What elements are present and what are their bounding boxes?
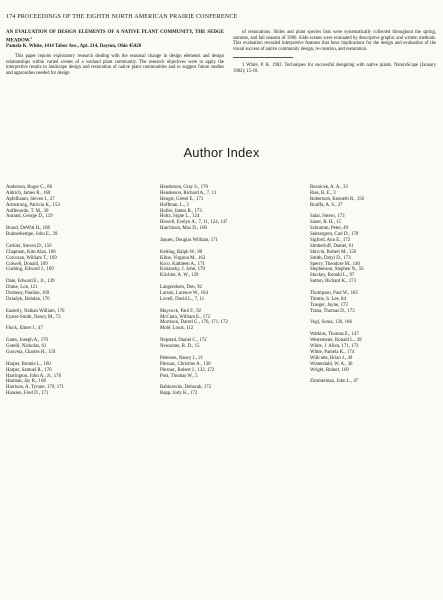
index-entry: Krstansky, J. John, 170 (160, 267, 205, 273)
index-entry: Finck, Elmer J., 47 (6, 326, 43, 332)
index-entry: Hutchison, Max D., 168 (160, 226, 207, 232)
index-entry: Petersen, Nancy J., 21 (160, 355, 204, 361)
index-entry: Sauer, R. H., 15 (310, 220, 341, 226)
index-entry: Dale, Edward E., Jr., 139 (6, 279, 55, 285)
index-entry: Sutton, Richard K., 173 (310, 279, 357, 285)
index-entry: Auffenorde, T. M., 30 (6, 208, 49, 214)
index-entry: Easterly, Nathan William, 170 (6, 308, 65, 314)
index-entry: Gouveia, Charles H., 159 (6, 349, 56, 355)
index-entry: Maycock, Paul F., 92 (160, 308, 202, 314)
index-entry: Ries, R. E., 3 (310, 190, 336, 196)
index-column-3 (310, 185, 364, 385)
index-entry: Sigford, Ann E., 172 (310, 238, 351, 244)
index-entry: Seitzergren, Carl D., 170 (310, 232, 359, 238)
article-title-text: AN EVALUATION OF DESIGN ELEMENTS OF A NATIVE PLANT COMMUNITY, THE SEDGE MEADOW. (6, 30, 224, 44)
index-entry: Harper, Samuel R., 170 (6, 367, 52, 373)
index-entry: White, J. Allen, 171, 173 (310, 344, 359, 350)
index-entry: Robertson, Kenneth R., 156 (310, 196, 365, 202)
index-entry: Harman, Jay R., 168 (6, 379, 46, 385)
index-entry: Eyster-Smith, Nancy M., 73 (6, 314, 61, 320)
index-entry: Corcoran, William T., 169 (6, 255, 57, 261)
index-entry: Hengst, Gretel E., 171 (160, 196, 204, 202)
index-title: Author Index (183, 145, 260, 160)
index-entry: Carkler, Steven D., 156 (6, 243, 52, 249)
index-entry: Haasien, Fred D., 171 (6, 391, 49, 397)
index-entry: Henderson, Gray S., 170 (160, 185, 208, 190)
index-entry: Harrington, John A., Jr., 170 (6, 373, 62, 379)
index-entry: Hoffman, L., 3 (160, 202, 189, 208)
article-title (6, 30, 224, 44)
index-entry: Jaques, Douglas William, 171 (160, 238, 218, 244)
index-entry: Rouffa, A. S., 27 (310, 202, 343, 208)
index-entry: Drake, Lon, 121 (6, 285, 38, 291)
index-entry: Langendoen, Don, 92 (160, 285, 202, 291)
index-entry: Holtz, Signe L., 124 (160, 214, 200, 220)
index-entry: Smith, Daryl D., 173 (310, 255, 351, 261)
index-entry: Wistendahl, W. A., 30 (310, 361, 353, 367)
index-entry: Morrison, Darrel G., 170, 171, 172 (160, 320, 228, 326)
index-entry: Culwell, Donald, 169 (6, 261, 48, 267)
index-entry: Molé, Louis, 112 (160, 326, 194, 332)
index-entry: Pleznac, Robert J., 132, 172 (160, 367, 215, 373)
index-entry: Aurand, George D., 119 (6, 214, 53, 220)
index-entry: Kline, Virginia M., 162 (160, 255, 206, 261)
index-column-1 (6, 185, 64, 397)
abstract-left-column (6, 30, 224, 76)
index-entry: Traeger, Jayne, 173 (310, 302, 348, 308)
index-entry: Krco, Kathleen A., 171 (160, 261, 205, 267)
index-entry: Wright, Robert, 169 (310, 367, 349, 373)
index-entry: Harrison, A. Tyrone, 170, 171 (6, 385, 64, 391)
index-entry: Pleznac, Christine A., 130 (160, 361, 211, 367)
index-entry: Stuckey, Ronald L., 97 (310, 273, 355, 279)
index-entry: Lovell, David L., 7, 11 (160, 296, 205, 302)
index-entry: Watkins, Thomas E., 147 (310, 332, 359, 338)
index-entry: Zimmerman, John L., 47 (310, 379, 359, 385)
index-entry: Rapp, Jody K., 172 (160, 391, 198, 397)
index-entry: Rabinowitz, Deborah, 172 (160, 385, 212, 391)
index-entry: Stephenson, Stephen N., 56 (310, 267, 364, 273)
abstract-continuation: of restorations. Slides and plant species lists were systematically collected throughout the spring, summer, and fall seasons of 1980. Slide scenes were evaluated by descriptive graphic and written methods. This evaluation revealed interpretive features that have implications for the design and evaluation of the visual success of native community design, re-creation, and restoration. (233, 30, 436, 52)
index-entry: Apfelbaum, Steven I., 27 (6, 196, 55, 202)
index-entry: Anderson, Roger C., 86 (6, 185, 53, 190)
abstract-right-column (233, 30, 436, 74)
index-entry: Howell, Evelyn A., 7, 11, 124, 147 (160, 220, 228, 226)
abstract-paragraph: This paper reports exploratory research dealing with the seasonal change in design elements and design relationships within varied scenes of a wetland plant community. The research objectives were to apply the interpretive results to landscape design and restoration of native plant communities and to suggest future studies and approaches needed for design (6, 54, 224, 76)
index-entry: Simberloff, Daniel, 61 (310, 243, 354, 249)
index-entry: Sperry, Theodore M., 140 (310, 261, 360, 267)
index-entry: Cushing, Edward J., 169 (6, 267, 54, 273)
index-entry: Westemeier, Ronald L., 39 (310, 338, 362, 344)
index-entry: Vogl, Sonia, 130, 166 (310, 320, 352, 326)
index-entry: Henderson, Richard A., 7, 11 (160, 190, 217, 196)
index-entry: Aldrich, James R., 168 (6, 190, 51, 196)
index-entry: Gotelli, Nicholas, 61 (6, 344, 47, 350)
index-entry: Skirvin, Robert M., 156 (310, 249, 357, 255)
index-entry: Braud, DeWitt H., 168 (6, 226, 50, 232)
index-entry: Larson, Lorence W., 164 (160, 291, 208, 297)
index-entry: Drobney, Pauline, 169 (6, 291, 50, 297)
index-entry: Kelting, Ralph W., 80 (160, 249, 203, 255)
index-entry: McClain, William E., 172 (160, 314, 211, 320)
footnote: 1 White, P. K. 1982. Techniques for successful designing with native plants. NatureScape (January 1982): 15-18. (233, 63, 436, 74)
index-entry: White, Pamela K., 174 (310, 349, 355, 355)
index-entry: Gates, Joseph A., 170 (6, 338, 48, 344)
index-entry: Trana, Thomas D., 173 (310, 308, 355, 314)
index-entry: Salar, Sotero, 173 (310, 214, 345, 220)
article-author: Pamela K. White, 1414 Tabor Ave., Apt. 214, Dayton, Ohio 45420 (6, 43, 142, 49)
index-entry: Küchler, A. W., 129 (160, 273, 199, 279)
index-entry: Harper, Bonnie L., 160 (6, 361, 51, 367)
index-entry: Newsome, R. D., 15 (160, 344, 200, 350)
index-entry: Buhnerkempe, John E., 39 (6, 232, 58, 238)
index-entry: Willcutts, Brian J., 49 (310, 355, 353, 361)
index-entry: Post, Thomas W., 5 (160, 373, 198, 379)
footnote-rule (233, 57, 293, 58)
index-entry: Chapman, Kim Alan, 168 (6, 249, 56, 255)
index-entry: Timme, S. Lee, 84 (310, 296, 346, 302)
index-entry: Holler, James R., 173 (160, 208, 202, 214)
running-head: 174 PROCEEDINGS OF THE EIGHTH NORTH AMERICAN PRAIRIE CONFERENCE (6, 14, 238, 20)
index-entry: Schramm, Peter, 49 (310, 226, 349, 232)
index-entry: Reznicek, A. A., 33 (310, 185, 348, 190)
index-entry: Dziadyk, Bohdan, 170 (6, 296, 50, 302)
index-entry: Thompson, Paul W., 105 (310, 291, 358, 297)
index-entry: Nepstad, Daniel C., 172 (160, 338, 207, 344)
index-column-2 (160, 185, 228, 397)
index-entry: Armstrong, Patricia K., 153 (6, 202, 60, 208)
footnote-mark: 1 (30, 35, 33, 40)
